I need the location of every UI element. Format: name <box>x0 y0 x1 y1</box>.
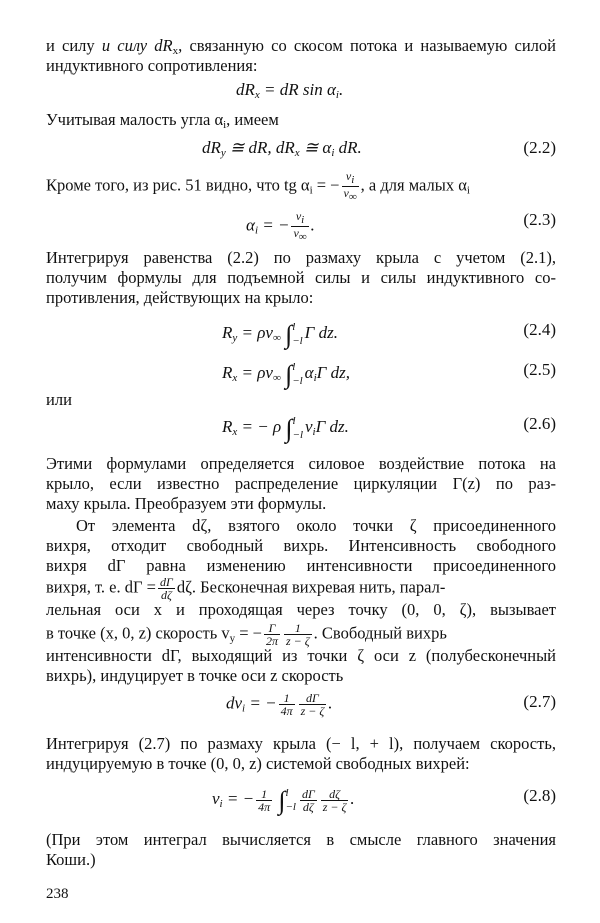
text-line-16: крыло, если известно распределение циркуляции Γ(z) по раз- <box>46 474 556 493</box>
equation-2-7 <box>46 692 556 732</box>
formula: $R_x$ = − ρ ∫ l −l $v_i\Gamma$ dz. <box>222 413 349 443</box>
text-line-31: Коши.) <box>46 850 96 869</box>
text-line-17: маху крыла. Преобразуем эти формулы. <box>46 494 327 513</box>
fraction: $\frac{1}{4\pi}$ <box>258 786 271 814</box>
text-line-6: Кроме того, из рис. 51 видно, что tg $\alpha_i$ = − $\frac{v_i}{v_\infty}$ , а для малых $\alpha_i$ <box>46 169 470 203</box>
text-line-28: индуцируемую в точке (0, 0, z) системой свободных вихрей: <box>46 754 470 773</box>
fraction: $\frac{\Gamma}{2\pi}$ <box>266 621 279 648</box>
text-line-30: (При этом интеграл вычисляется в смысле главного значения <box>46 830 556 849</box>
equation-2-6 <box>46 414 556 454</box>
formula: $dv_i$ = − $\frac{1}{4\pi}$ $\frac{d\Gamma}{z - \zeta}$ . <box>226 691 333 718</box>
text-fragment: , связанную со скосом потока и называемую силой <box>178 36 556 55</box>
fraction: $\frac{d\zeta}{z - \zeta}$ <box>322 786 347 814</box>
formula: $R_x = \rho v_\infty$ ∫ l −l $\alpha_i\Gamma$ dz, <box>222 359 350 389</box>
integral-sign: ∫ <box>285 319 293 349</box>
text-line-10: противления, действующих на крыло: <box>46 288 314 307</box>
text-line-24: интенсивности dΓ, выходящий из точки ζ оси z (полубесконечный <box>46 646 556 665</box>
text-line-2: индуктивного сопротивления: <box>46 56 258 75</box>
equation-2-4 <box>46 320 556 360</box>
fraction: $\frac{d\Gamma}{d\zeta}$ <box>301 786 315 814</box>
formula: $\alpha_i$ = − $\frac{v_i}{v_\infty}$ . <box>246 209 315 243</box>
formula: $dR_x$ = dR $\sin \alpha_i$. <box>236 80 344 101</box>
equation-number: (2.3) <box>523 210 556 229</box>
text-line-22: лельная оси x и проходящая через точку (0, 0, ζ), вызывает <box>46 600 556 619</box>
equation-number: (2.8) <box>523 786 556 805</box>
fraction: $\frac{d\Gamma}{z - \zeta}$ <box>300 691 325 718</box>
fraction: $\frac{1}{z - \zeta}$ <box>286 621 310 648</box>
fraction: $\frac{1}{4\pi}$ <box>280 691 293 718</box>
integral-sign: ∫ <box>278 785 286 815</box>
text-line-8: Интегрируя равенства (2.2) по размаху крыла с учетом (2.1), <box>46 248 556 267</box>
text-line-25: вихрь), индуцирует в точке оси z скорость <box>46 666 344 685</box>
page-number: 238 <box>46 886 69 902</box>
equation-2-8 <box>46 786 556 826</box>
text-line-20: вихря dΓ равна изменению интенсивности присоединенного <box>46 556 556 575</box>
equation-number: (2.6) <box>523 414 556 433</box>
text-line-13: или <box>46 390 72 409</box>
equation-2-3 <box>46 210 556 250</box>
text-line-19: вихря, отходит свободный вихрь. Интенсивность свободного <box>46 536 556 555</box>
text-line-4: Учитывая малость угла $\alpha_i$, имеем <box>46 110 279 131</box>
text-fragment: и силу <box>46 36 102 55</box>
text-line-21: вихря, т. е. dΓ = $\frac{d\Gamma}{d\zeta}$ dζ. Бесконечная вихревая нить, парал- <box>46 575 446 602</box>
equation-number: (2.7) <box>523 692 556 711</box>
formula: $v_i$ = − $\frac{1}{4\pi}$ ∫ l −l $\frac{d\Gamma}{d\zeta}$ $\frac{d\zeta}{z - \zeta}$ . <box>212 785 355 815</box>
integral-sign: ∫ <box>285 359 293 389</box>
formula: $R_y = \rho v_\infty$ ∫ l −l Γ dz. <box>222 319 338 349</box>
equation-number: (2.2) <box>523 138 556 157</box>
formula: $dR_y$ ≅ dR, $dR_x$ ≅ $\alpha_i$ dR. <box>202 138 362 159</box>
math-dRx: и силу dR <box>101 36 173 55</box>
fraction: $\frac{v_i}{v_\infty}$ <box>293 209 307 243</box>
text-line-9: получим формулы для подъемной силы и силы индуктивного со- <box>46 268 556 287</box>
text-line-15: Этими формулами определяется силовое воздействие потока на <box>46 454 556 473</box>
text-line-27: Интегрируя (2.7) по размаху крыла (− l, + l), получаем скорость, <box>46 734 556 753</box>
equation-number: (2.5) <box>523 360 556 379</box>
fraction: $\frac{d\Gamma}{d\zeta}$ <box>159 575 173 602</box>
text-line-23: в точке (x, 0, z) скорость $v_y$ = − $\frac{\Gamma}{2\pi}$ $\frac{1}{z - \zeta}$ . Свободный вихрь <box>46 621 447 648</box>
subscript: x <box>172 45 179 57</box>
integral-sign: ∫ <box>285 413 293 443</box>
text-line-18: От элемента dζ, взятого около точки ζ присоединенного <box>76 516 556 535</box>
fraction: $\frac{v_i}{v_\infty}$ <box>343 169 357 203</box>
equation-number: (2.4) <box>523 320 556 339</box>
